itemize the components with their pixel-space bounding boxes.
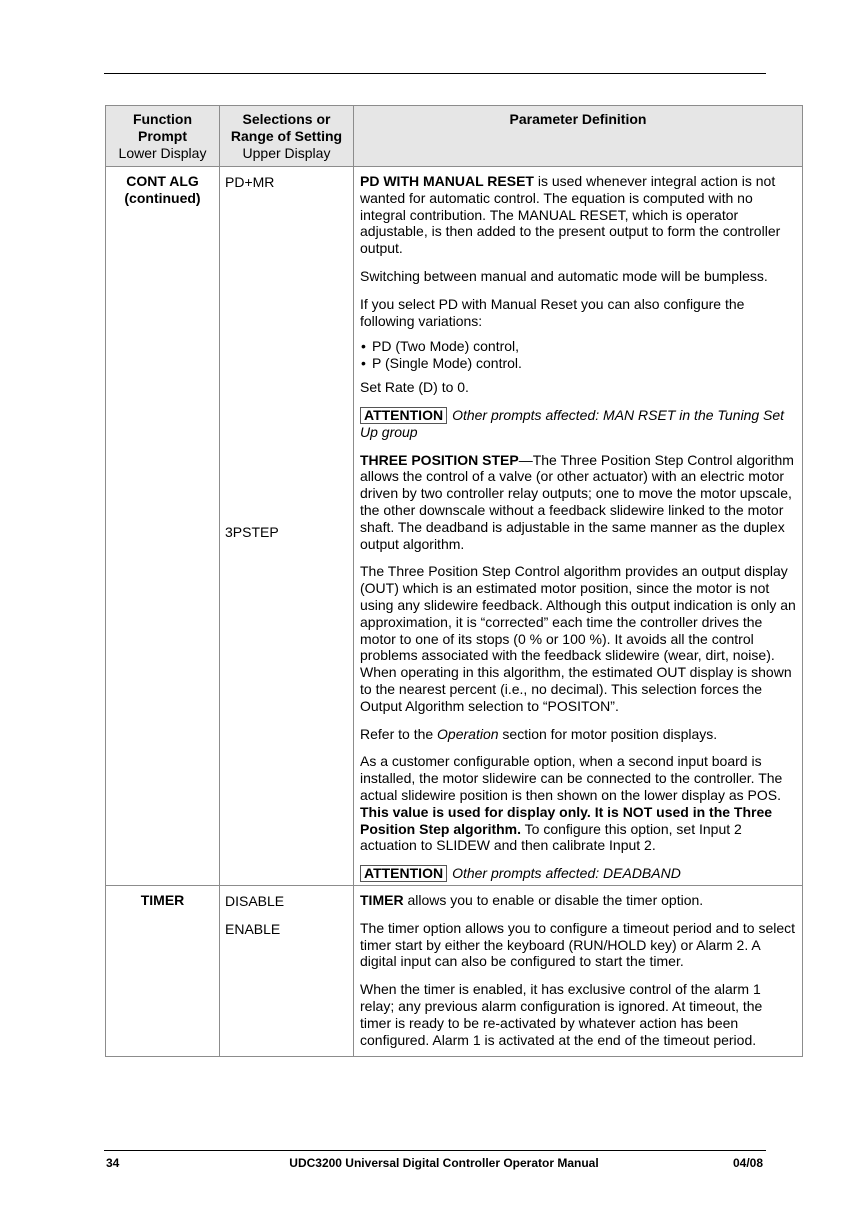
pdmr-paragraph: PD WITH MANUAL RESET is used whenever integral action is not wanted for automatic control. The equation is computed with no integral contribution. The MANUAL RESET, which is operator adjustable, is then added to the present output to form the controller output.	[360, 173, 781, 257]
attention-note: ATTENTION Other prompts affected: MAN RSET in the Tuning Set Up group	[360, 406, 785, 440]
attention-badge: ATTENTION	[360, 407, 447, 424]
page-number: 34	[106, 1156, 120, 1170]
table-row-timer	[106, 886, 803, 1057]
header-rule	[104, 73, 766, 74]
manual-title: UDC3200 Universal Digital Controller Operator Manual	[289, 1156, 599, 1170]
attention-note: ATTENTION Other prompts affected: DEADBAND	[360, 865, 796, 882]
timer-paragraph: TIMER allows you to enable or disable the timer option.	[360, 892, 704, 909]
function-prompt-cell	[106, 167, 220, 886]
slidewire-option-paragraph: As a customer configurable option, when a second input board is installed, the motor slidewire can be connected to the controller. The actual slidewire position is then shown on the lower display as POS. This value is used for display only. It is NOT used in the Three Position Step algorithm. To configure this option, set Input 2 actuation to SLIDEW and then calibrate Input 2.	[360, 753, 783, 854]
header-selections: Selections or Range of Setting Upper Display	[220, 106, 354, 167]
set-rate-paragraph: Set Rate (D) to 0.	[360, 378, 469, 395]
function-prompt-cell	[106, 886, 220, 1057]
definition-cell	[354, 886, 803, 1057]
timer-enabled-paragraph: When the timer is enabled, it has exclusive control of the alarm 1 relay; any previous alarm configuration is ignored. At timeout, the timer is ready to be re-activated by whatever action has been configured. Alarm 1 is activated at the end of the timeout period.	[360, 981, 763, 1048]
variations-list	[360, 338, 796, 372]
output-display-paragraph: The Three Position Step Control algorithm provides an output display (OUT) which is an estimated motor position, since the motor is not using any slidewire feedback. Although this output indication is only an approximation, it is “corrected” each time the controller drives the motor to one of its stops (0 % or 100 %). It avoids all the control problems associated with the feedback slidewire (wear, dirt, noise). When operating in this algorithm, the estimated OUT display is shown to the nearest percent (i.e., no decimal). This selection forces the Output Algorithm selection to “POSITON”.	[360, 563, 796, 714]
selection-disable: DISABLE	[225, 893, 285, 910]
attention-badge: ATTENTION	[360, 865, 447, 882]
list-item: • PD (Two Mode) control,	[360, 338, 796, 355]
timer-option-paragraph: The timer option allows you to configure a timeout period and to select timer start by either the keyboard (RUN/HOLD key) or Alarm 2. A digital input can also be configured to start the timer.	[360, 919, 796, 970]
parameter-table	[105, 105, 803, 1057]
selection-enable: ENABLE	[225, 921, 281, 938]
prompt-cont-alg: CONT ALG	[126, 173, 199, 189]
footer-rule	[104, 1150, 766, 1151]
selections-cell	[220, 886, 354, 1057]
revision-date: 04/08	[732, 1156, 763, 1170]
prompt-timer: TIMER	[140, 892, 185, 909]
table-header-row	[106, 106, 803, 167]
list-item: • P (Single Mode) control.	[360, 355, 796, 372]
table-row-cont-alg	[106, 167, 803, 886]
selections-cell	[220, 167, 354, 886]
operation-reference-paragraph: Refer to the Operation section for motor position displays.	[360, 725, 718, 742]
header-function-prompt: Function Prompt Lower Display	[106, 106, 220, 167]
header-parameter-definition: Parameter Definition	[354, 106, 803, 167]
selection-3pstep: 3PSTEP	[225, 524, 279, 540]
bumpless-paragraph: Switching between manual and automatic mode will be bumpless.	[360, 267, 768, 284]
definition-cell	[354, 167, 803, 886]
three-position-step-paragraph: THREE POSITION STEP—The Three Position Step Control algorithm allows the control of a valve (or other actuator) with an electric motor driven by two controller relay outputs; one to move the motor upscale, the other downscale without a feedback slidewire linked to the motor shaft. The deadband is adjustable in the same manner as the duplex output algorithm.	[360, 451, 794, 552]
prompt-continued: (continued)	[124, 189, 201, 206]
selection-pdmr: PD+MR	[225, 174, 275, 190]
variations-paragraph: If you select PD with Manual Reset you can also configure the following variations:	[360, 295, 745, 329]
